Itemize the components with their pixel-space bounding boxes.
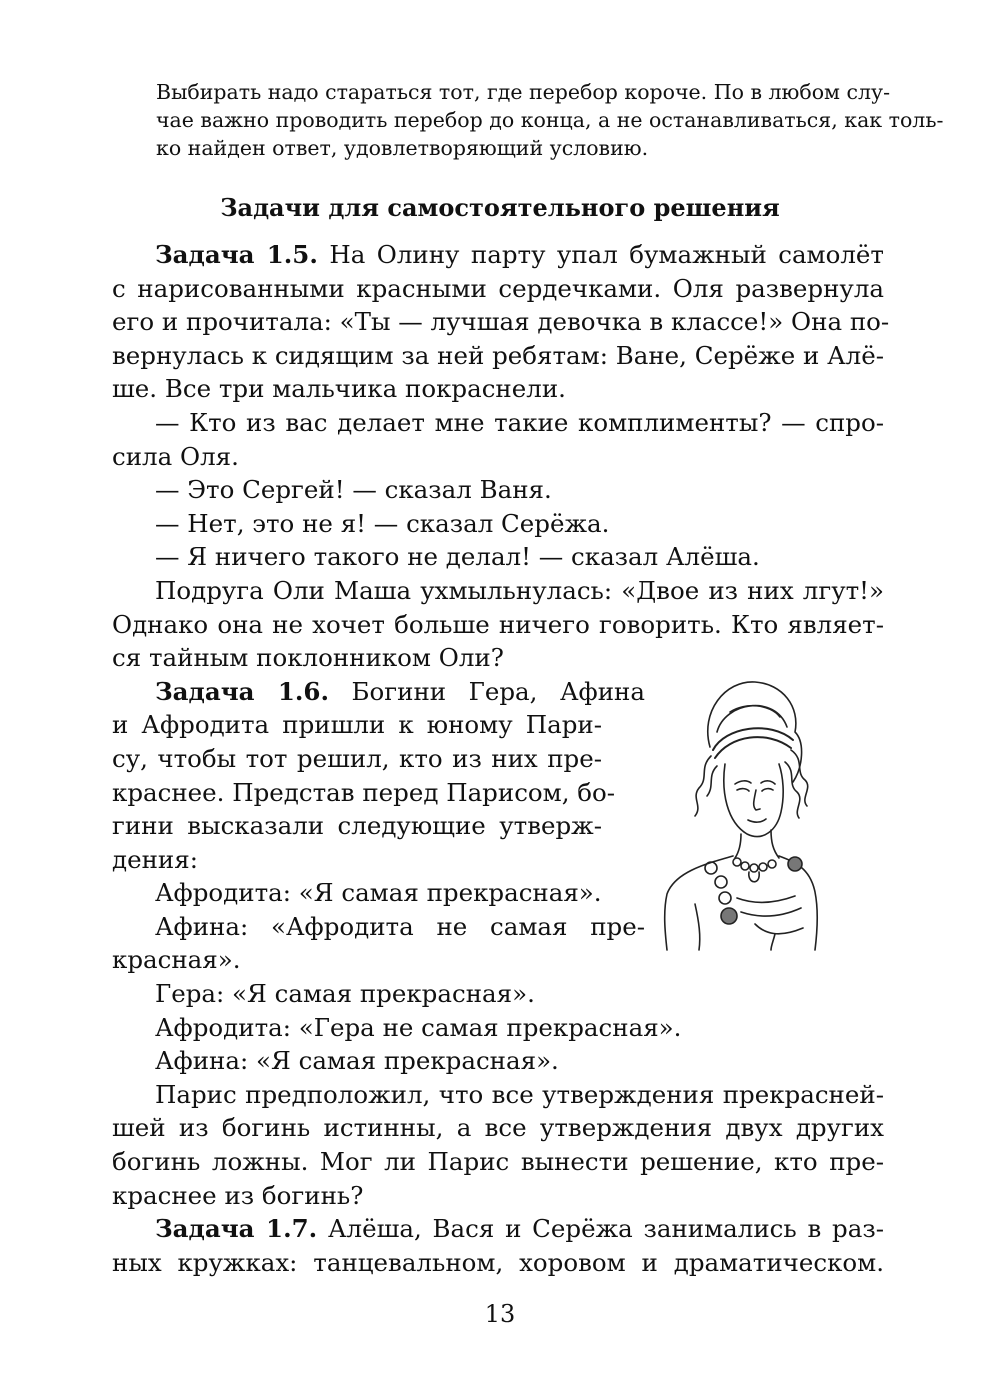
problem-1-6-label: Задача 1.6. [155,676,329,706]
problem-1-5-line: его и прочитала: «Ты — лучшая девочка в классе!» Она по- [112,307,890,337]
problem-1-7-line: ных кружках: танцевальном, хоровом и драматическом. [112,1247,884,1277]
intro-line: Выбирать надо стараться тот, где перебор короче. По в любом слу- [156,80,891,104]
dialogue-line: сила Оля. [112,441,239,471]
problem-1-5-line: Подруга Оли Маша ухмыльнулась: «Двое из них лгут!» [155,575,884,605]
intro-line: чае важно проводить перебор до конца, а не останавливаться, как толь- [156,108,944,132]
statement-line: Афина: «Афродита не самая пре- [155,911,645,941]
statement-line: Гера: «Я самая прекрасная». [155,979,535,1009]
problem-1-6-line: шей из богинь истинны, а все утверждения двух других [112,1113,884,1143]
statement-line: красная». [112,945,241,975]
intro-line: ко найден ответ, удовлетворяющий условию. [156,136,649,160]
problem-1-6-line: краснее из богинь? [112,1180,364,1210]
problem-1-7-line: Задача 1.7. Алёша, Вася и Серёжа занимались в раз- [155,1214,884,1244]
problem-1-5-line: ше. Все три мальчика покраснели. [112,374,566,404]
problem-1-6-line: Парис предположил, что все утверждения прекрасней- [155,1079,884,1109]
section-heading: Задачи для самостоятельного решения [220,193,780,222]
problem-1-7-label: Задача 1.7. [155,1214,318,1244]
problem-1-5-line: Однако она не хочет больше ничего говорить. Кто являет- [112,609,884,639]
problem-1-6-line: Задача 1.6. Богини Гера, Афина [155,676,645,706]
dialogue-line: — Я ничего такого не делал! — сказал Алёша. [155,542,760,572]
dialogue-line: — Кто из вас делает мне такие комплименты? — спро- [155,407,884,437]
problem-1-6-line: краснее. Представ перед Парисом, бо- [112,777,616,807]
problem-1-6-line: и Афродита пришли к юному Пари- [112,710,602,740]
problem-1-5-line: ся тайным поклонником Оли? [112,643,504,673]
page-number: 13 [484,1300,516,1328]
problem-1-6-line: дения: [112,844,198,874]
statement-line: Афродита: «Гера не самая прекрасная». [155,1012,682,1042]
problem-1-6-line: гини высказали следующие утверж- [112,811,602,841]
dialogue-line: — Это Сергей! — сказал Ваня. [155,475,552,505]
problem-1-6-line: богинь ложны. Мог ли Парис вынести решение, кто пре- [112,1147,884,1177]
problem-1-5-label: Задача 1.5. [155,240,318,269]
problem-1-5-line: с нарисованными красными сердечками. Оля развернула [112,273,884,303]
problem-1-6-line: су, чтобы тот решил, кто из них пре- [112,743,602,773]
problem-1-5-line: вернулась к сидящим за ней ребятам: Ване, Серёже и Алё- [112,340,885,370]
problem-1-5-line: Задача 1.5. На Олину парту упал бумажный самолёт [155,240,884,269]
goddess-illustration [655,672,825,952]
statement-line: Афина: «Я самая прекрасная». [155,1046,559,1076]
dialogue-line: — Нет, это не я! — сказал Серёжа. [155,508,610,538]
statement-line: Афродита: «Я самая прекрасная». [155,878,602,908]
intro-paragraph [156,78,944,162]
